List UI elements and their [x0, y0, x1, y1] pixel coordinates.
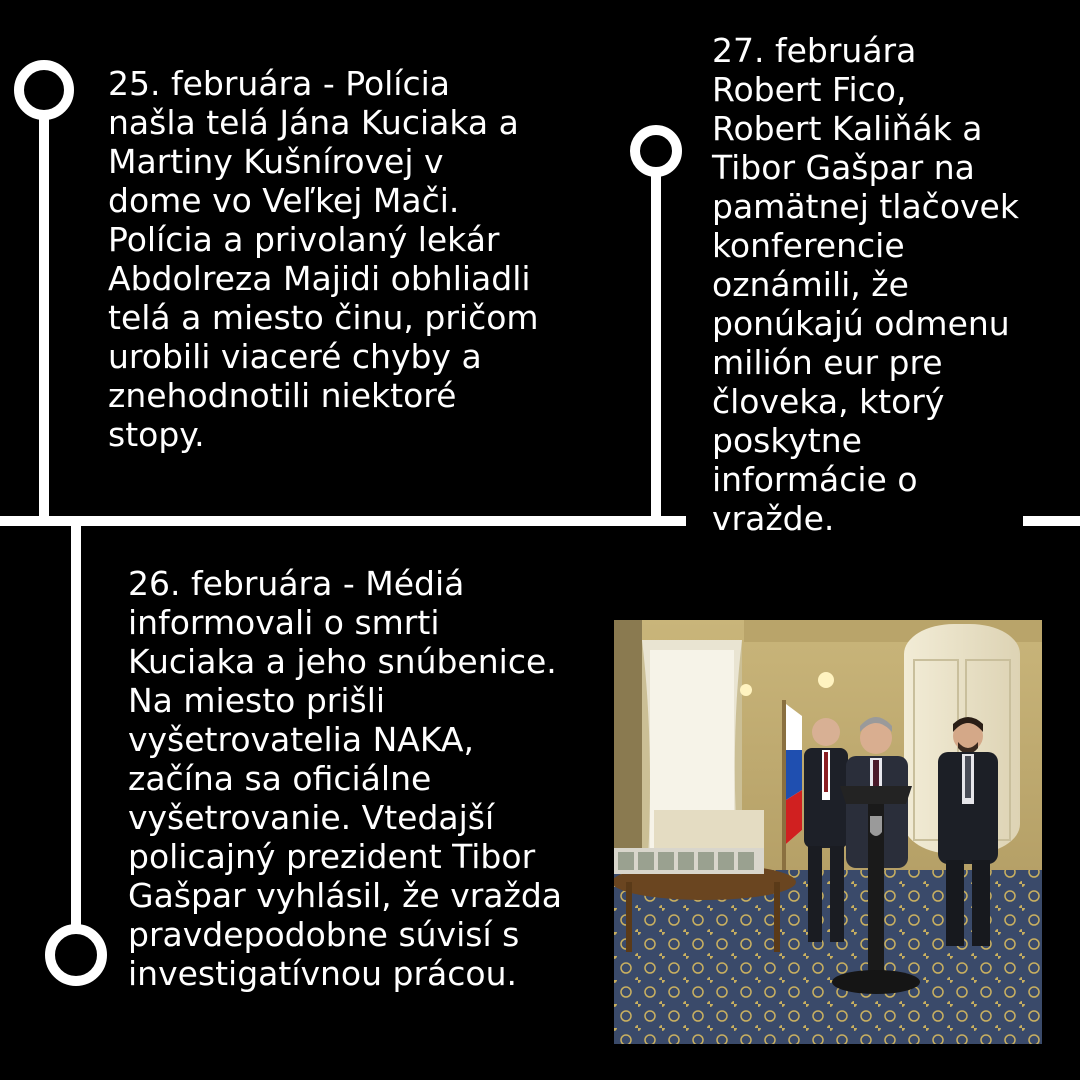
- timeline-node-feb-26: [45, 924, 107, 986]
- curtain-left: [614, 620, 642, 880]
- event-text-feb-25: 25. februára - Polícia našla telá Jána Kuciaka a Martiny Kušnírovej v dome vo Veľkej Mači. Polícia a privolaný lekár Abdolreza Majidi obhliadli telá a miesto činu, pričom urobili viaceré chyby a znehodnotili niektoré stopy.: [108, 64, 539, 454]
- timeline-vertical-line-left: [39, 90, 49, 522]
- press-conference-photo: [614, 620, 1042, 1044]
- timeline-node-feb-27: [630, 125, 682, 177]
- timeline-horizontal-line: [0, 516, 686, 526]
- press-conference-illustration: [614, 620, 1042, 1044]
- event-text-feb-26: 26. februára - Médiá informovali o smrti Kuciaka a jeho snúbenice. Na miesto prišli vyšetrovatelia NAKA, začína sa oficiálne vyšetrovanie. Vtedajší policajný prezident Tibor Gašpar vyhlásil, že vražda pravdepodobne súvisí s investigatívnou prácou.: [128, 564, 563, 993]
- event-text-feb-27: 27. februára Robert Fico, Robert Kaliňák a Tibor Gašpar na pamätnej tlačovek konferencie oznámili, že ponúkajú odmenu milión eur pre človeka, ktorý poskytne informácie o vražde.: [712, 31, 1019, 538]
- timeline-vertical-line-bottom: [71, 516, 81, 928]
- timeline-vertical-line-right: [651, 150, 661, 522]
- timeline-node-feb-25: [14, 60, 74, 120]
